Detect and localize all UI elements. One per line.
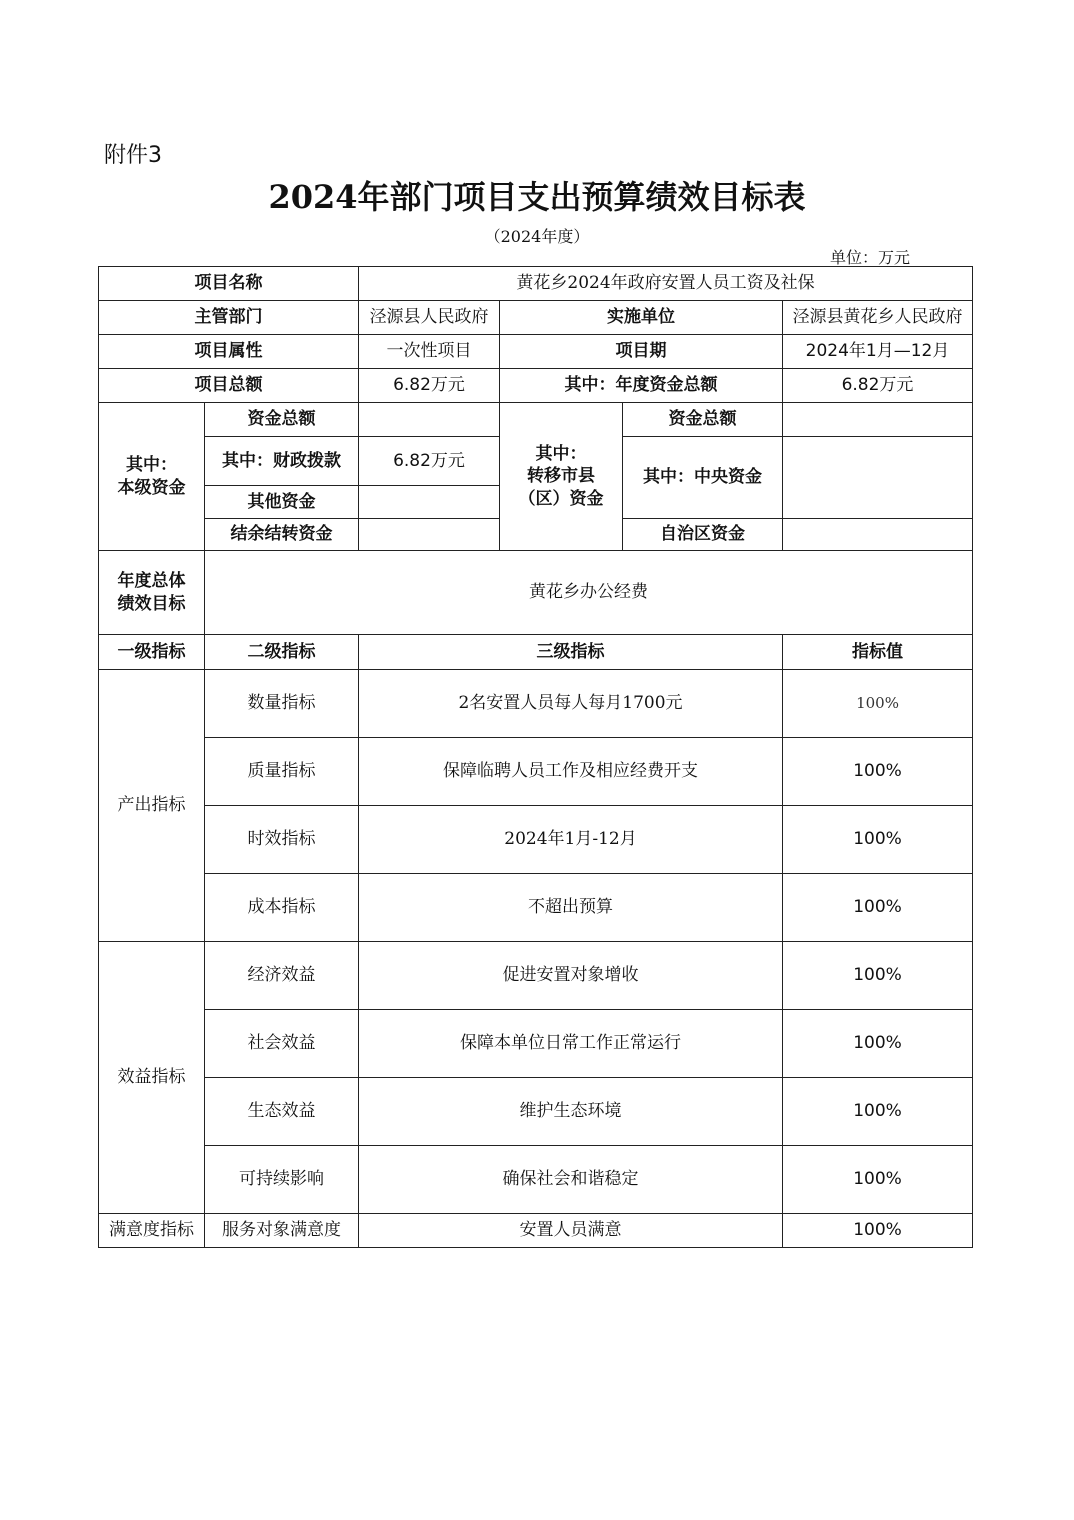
row-project-name [99, 267, 973, 301]
carry-label: 结余结转资金 [205, 519, 359, 551]
indicator-l2: 数量指标 [205, 670, 359, 738]
indicator-value: 100% [783, 1146, 973, 1214]
indicator-value: 100% [783, 738, 973, 806]
indicator-l3: 确保社会和谐稳定 [359, 1146, 783, 1214]
row-headers [99, 635, 973, 670]
unit-label: 单位：万元 [830, 248, 911, 267]
central-value [783, 437, 973, 519]
indicator-l3: 2024年1月-12月 [359, 806, 783, 874]
central-label: 其中：中央资金 [623, 437, 783, 519]
project-name-label: 项目名称 [99, 267, 359, 301]
year-note: （2024年度） [484, 227, 590, 246]
indicator-l2: 社会效益 [205, 1010, 359, 1078]
indicator-l2: 质量指标 [205, 738, 359, 806]
output-label: 产出指标 [99, 670, 205, 942]
period-value: 2024年1月—12月 [783, 335, 973, 369]
indicator-l2: 服务对象满意度 [205, 1214, 359, 1248]
indicator-l3: 维护生态环境 [359, 1078, 783, 1146]
indicator-value: 100% [783, 806, 973, 874]
table-row [99, 806, 973, 874]
indicator-l2: 生态效益 [205, 1078, 359, 1146]
table-row [99, 874, 973, 942]
row-funds-total [99, 403, 973, 437]
transfer-total-value [783, 403, 973, 437]
indicator-value: 100% [783, 670, 973, 738]
row-goal [99, 551, 973, 635]
impl-value: 泾源县黄花乡人民政府 [783, 301, 973, 335]
total-value: 6.82万元 [359, 369, 500, 403]
row-attr [99, 335, 973, 369]
dept-label: 主管部门 [99, 301, 359, 335]
region-value [783, 519, 973, 551]
indicator-l3: 保障本单位日常工作正常运行 [359, 1010, 783, 1078]
header-l1: 一级指标 [99, 635, 205, 670]
row-total [99, 369, 973, 403]
table-row [99, 670, 973, 738]
page-title: 2024年部门项目支出预算绩效目标表 [268, 178, 806, 216]
indicator-l3: 促进安置对象增收 [359, 942, 783, 1010]
carry-value [359, 519, 500, 551]
row-dept [99, 301, 973, 335]
indicator-l2: 时效指标 [205, 806, 359, 874]
performance-table [98, 266, 973, 1248]
transfer-funds-label: 其中： 转移市县 （区）资金 [500, 403, 623, 551]
header-l3: 三级指标 [359, 635, 783, 670]
dept-value: 泾源县人民政府 [359, 301, 500, 335]
goal-label: 年度总体 绩效目标 [99, 551, 205, 635]
table-row [99, 942, 973, 1010]
indicator-l3: 安置人员满意 [359, 1214, 783, 1248]
local-funds-label: 其中： 本级资金 [99, 403, 205, 551]
row-satisfaction [99, 1214, 973, 1248]
header-l2: 二级指标 [205, 635, 359, 670]
attr-label: 项目属性 [99, 335, 359, 369]
annual-value: 6.82万元 [783, 369, 973, 403]
indicator-value: 100% [783, 1078, 973, 1146]
satisfaction-label: 满意度指标 [99, 1214, 205, 1248]
other-value [359, 486, 500, 519]
attr-value: 一次性项目 [359, 335, 500, 369]
goal-text: 黄花乡办公经费 [205, 551, 973, 635]
indicator-l2: 成本指标 [205, 874, 359, 942]
table-row [99, 1010, 973, 1078]
indicator-l2: 可持续影响 [205, 1146, 359, 1214]
indicator-value: 100% [783, 1214, 973, 1248]
indicator-l2: 经济效益 [205, 942, 359, 1010]
local-total-label: 资金总额 [205, 403, 359, 437]
table-row [99, 738, 973, 806]
region-label: 自治区资金 [623, 519, 783, 551]
indicator-value: 100% [783, 874, 973, 942]
period-label: 项目期 [500, 335, 783, 369]
local-total-value [359, 403, 500, 437]
indicator-value: 100% [783, 942, 973, 1010]
indicator-l3: 不超出预算 [359, 874, 783, 942]
other-label: 其他资金 [205, 486, 359, 519]
attachment-label: 附件3 [104, 143, 162, 168]
annual-label: 其中：年度资金总额 [500, 369, 783, 403]
header-value: 指标值 [783, 635, 973, 670]
benefit-label: 效益指标 [99, 942, 205, 1214]
table-row [99, 1078, 973, 1146]
impl-label: 实施单位 [500, 301, 783, 335]
project-name: 黄花乡2024年政府安置人员工资及社保 [359, 267, 973, 301]
fiscal-label: 其中：财政拨款 [205, 437, 359, 486]
indicator-value: 100% [783, 1010, 973, 1078]
indicator-l3: 保障临聘人员工作及相应经费开支 [359, 738, 783, 806]
indicator-l3: 2名安置人员每人每月1700元 [359, 670, 783, 738]
fiscal-value: 6.82万元 [359, 437, 500, 486]
table-row [99, 1146, 973, 1214]
transfer-total-label: 资金总额 [623, 403, 783, 437]
total-label: 项目总额 [99, 369, 359, 403]
